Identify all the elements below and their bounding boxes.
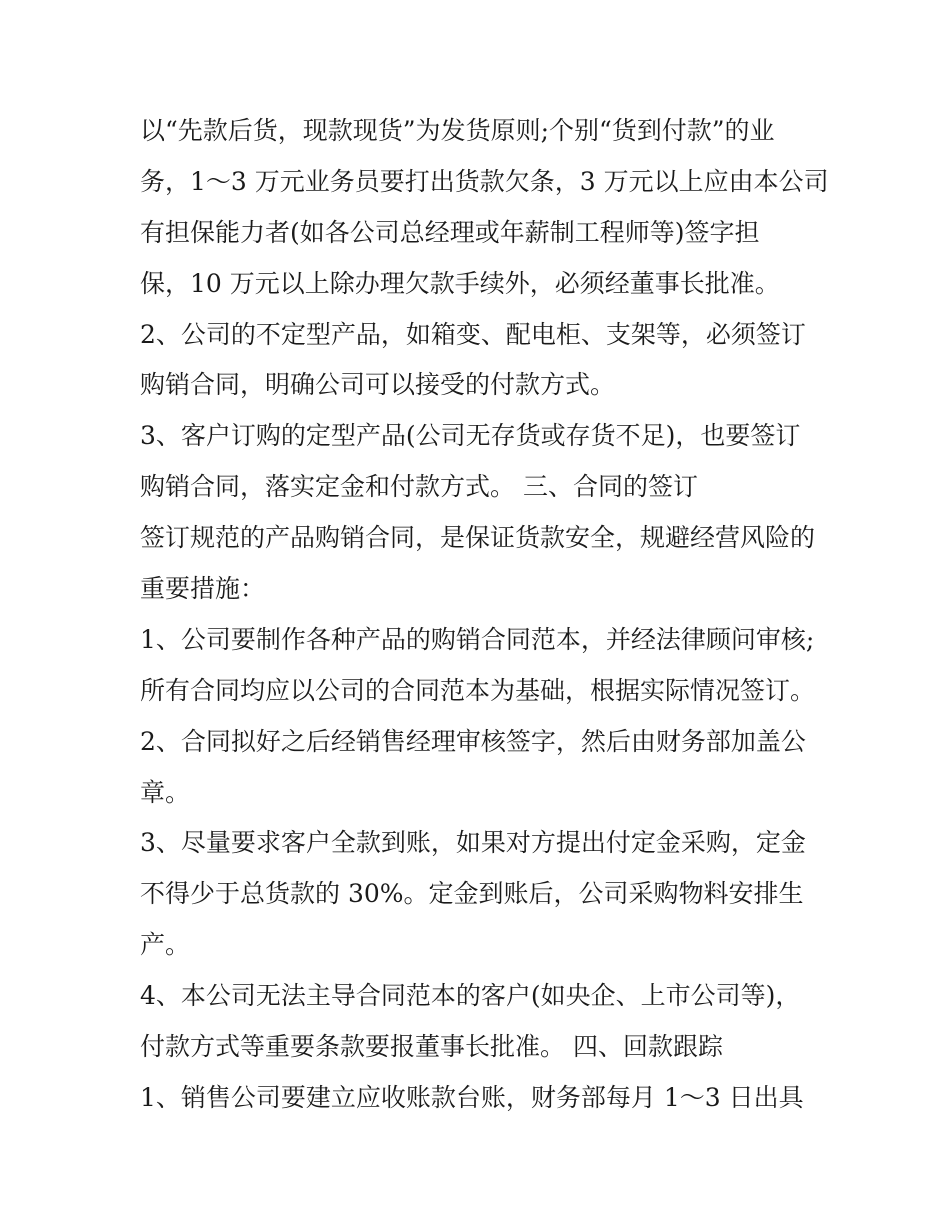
- text-line: 2、公司的不定型产品，如箱变、配电柜、支架等，必须签订: [140, 319, 806, 349]
- text-line: 有担保能力者(如各公司总经理或年薪制工程师等)签字担: [140, 217, 760, 247]
- text-line: 保，10 万元以上除办理欠款手续外，必须经董事长批准。: [140, 268, 780, 298]
- text-line: 重要措施：: [140, 574, 266, 604]
- text-line: 1、公司要制作各种产品的购销合同范本，并经法律顾问审核;: [140, 624, 815, 654]
- text-line: 产。: [140, 930, 191, 960]
- text-line: 2、合同拟好之后经销售经理审核签字，然后由财务部加盖公: [140, 726, 806, 756]
- text-line: 购销合同，落实定金和付款方式。 三、合同的签订: [140, 472, 698, 502]
- text-line: 1、销售公司要建立应收账款台账，财务部每月 1～3 日出具: [140, 1082, 804, 1112]
- text-line: 付款方式等重要条款要报董事长批准。 四、回款跟踪: [140, 1032, 723, 1062]
- text-line: 4、本公司无法主导合同范本的客户(如央企、上市公司等)，: [140, 981, 801, 1011]
- text-line: 3、客户订购的定型产品(公司无存货或存货不足)，也要签订: [140, 421, 801, 451]
- text-line: 以“先款后货，现款现货”为发货原则;个别“货到付款”的业: [140, 116, 775, 145]
- text-line: 章。: [140, 777, 191, 807]
- text-line: 所有合同均应以公司的合同范本为基础，根据实际情况签订。: [140, 675, 816, 705]
- text-line: 不得少于总货款的 30%。定金到账后，公司采购物料安排生: [140, 879, 804, 909]
- text-line: 购销合同，明确公司可以接受的付款方式。: [140, 370, 616, 400]
- document-body: [140, 106, 840, 1124]
- text-line: 3、尽量要求客户全款到账，如果对方提出付定金采购，定金: [140, 828, 806, 858]
- text-line: 签订规范的产品购销合同，是保证货款安全，规避经营风险的: [140, 523, 816, 553]
- text-line: 务，1～3 万元业务员要打出货款欠条，3 万元以上应由本公司: [140, 166, 829, 196]
